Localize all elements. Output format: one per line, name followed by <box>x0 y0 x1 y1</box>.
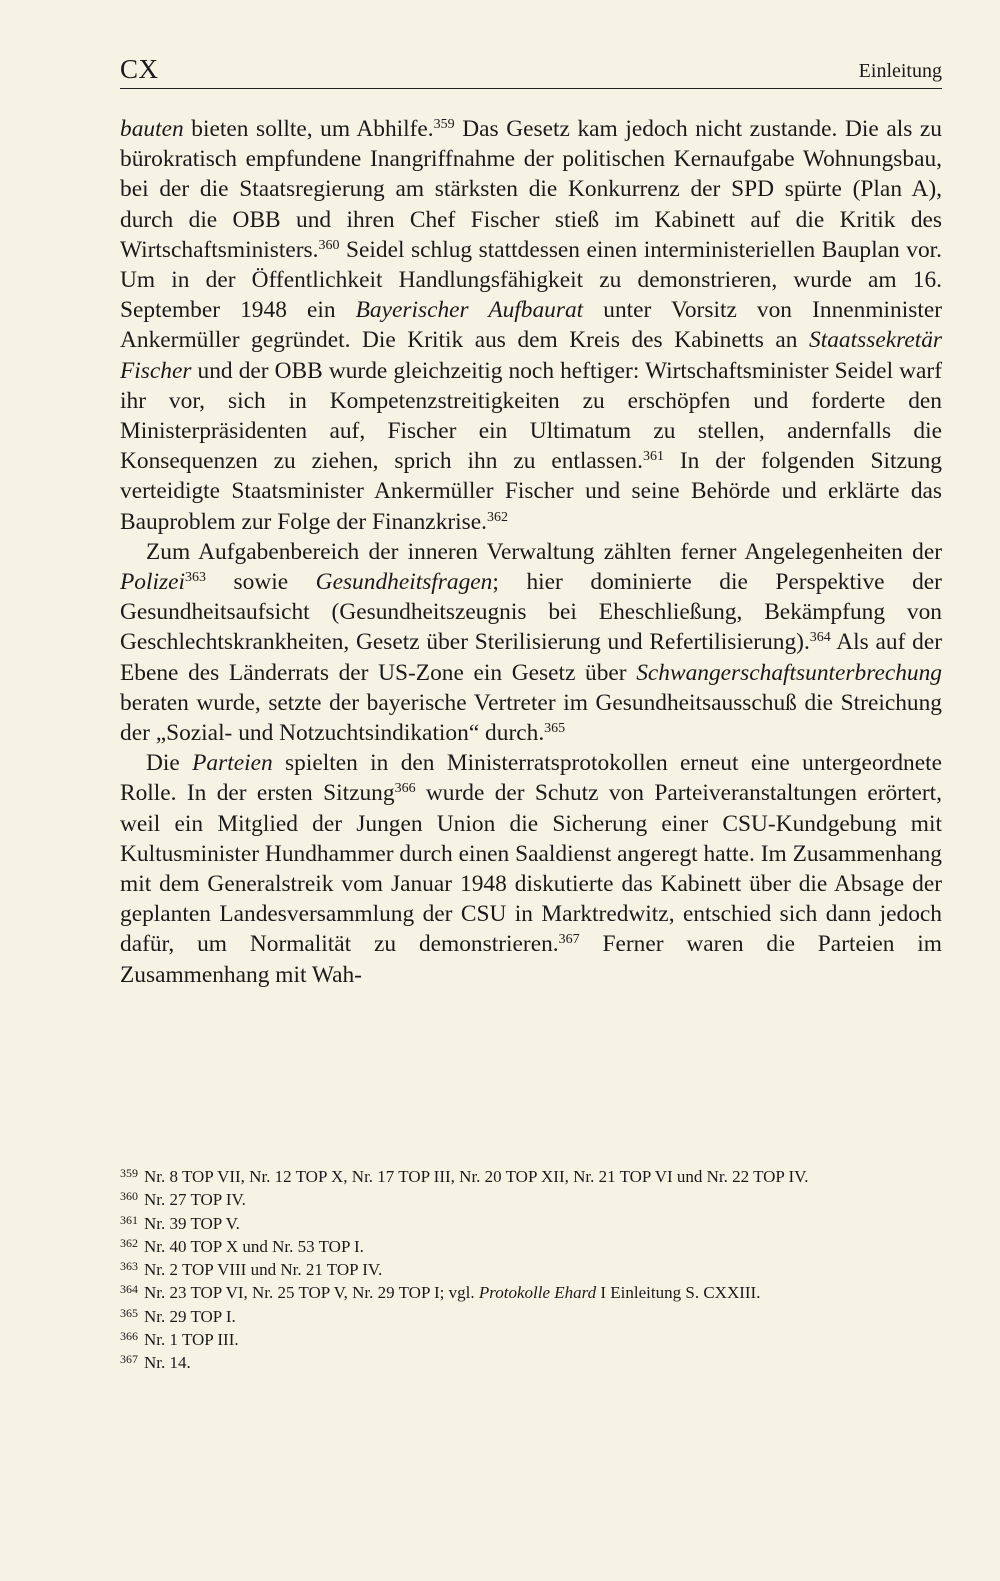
text-run: ; hier dominierte die Perspektive der Gesundheitsaufsicht (Gesundheitszeugnis bei Eheschließung, Bekämpfung von Geschlechtskrankheiten, Gesetz über Sterilisierung und Refertilisierung). <box>120 569 942 656</box>
paragraph <box>120 537 942 748</box>
italic-term: Protokolle Ehard <box>478 1283 597 1303</box>
paragraph <box>120 748 942 990</box>
footnote-number: 366 <box>120 1329 138 1344</box>
footnote <box>120 1281 942 1304</box>
footnotes <box>120 1165 942 1375</box>
footnote-reference: 362 <box>487 509 509 525</box>
text-run: Das Gesetz kam jedoch nicht zustande. Die als zu bürokratisch empfundene Inangriffnahme der politischen Kernaufgabe Wohnungsbau, bei der die Staatsregierung am stärksten die Konkurrenz der SPD spürte (Plan A), durch die OBB und ihren Chef Fischer stieß im Kabinett auf die Kritik des Wirtschaftsministers. <box>120 116 942 263</box>
text-run: Zum Aufgabenbereich der inneren Verwaltung zählten ferner Angelegenheiten der <box>146 538 942 565</box>
page-number: CX <box>120 54 159 84</box>
footnote-number: 359 <box>120 1166 138 1180</box>
paragraph <box>120 114 942 537</box>
footnote-reference: 360 <box>318 237 340 253</box>
text-run: unter Vorsitz von Innenminister Ankermüller gegründet. Die Kritik aus dem Kreis des Kabinetts an <box>120 297 942 354</box>
text-run: Nr. 39 TOP V. <box>144 1213 240 1233</box>
italic-term: Polizei <box>120 569 185 596</box>
footnote-number: 365 <box>120 1305 138 1320</box>
body-text <box>120 114 942 990</box>
text-run: bieten sollte, um Abhilfe. <box>183 116 434 142</box>
footnote-reference: 361 <box>642 449 664 465</box>
text-run: und der OBB wurde gleichzeitig noch heftiger: Wirtschaftsminister Seidel warf ihr vor, sich in Kompetenzstreitigkeiten zu erschöpfen und forderte den Ministerpräsidenten auf, Fischer ein Ultimatum zu stellen, andernfalls die Konsequenzen zu ziehen, sprich ihn zu entlassen. <box>120 357 942 475</box>
footnote-reference: 365 <box>544 721 566 737</box>
text-run: Nr. 1 TOP III. <box>144 1330 239 1350</box>
text-run: Nr. 29 TOP I. <box>144 1306 236 1326</box>
italic-term: Schwangerschaftsunterbrechung <box>636 659 942 686</box>
text-run: In der folgenden Sitzung verteidigte Staatsminister Ankermüller Fischer und seine Behörde und erklärte das Bauproblem zur Folge der Finanzkrise. <box>120 448 942 535</box>
footnote <box>120 1188 942 1211</box>
footnote-reference: 367 <box>558 932 580 948</box>
italic-term: Staatssekretär Fischer <box>120 327 942 384</box>
text-run: Nr. 27 TOP IV. <box>144 1190 246 1210</box>
text-run: Nr. 14. <box>144 1353 191 1373</box>
text-run: Nr. 2 TOP VIII und Nr. 21 TOP IV. <box>144 1260 383 1280</box>
footnote <box>120 1328 942 1351</box>
text-run: Nr. 8 TOP VII, Nr. 12 TOP X, Nr. 17 TOP III, Nr. 20 TOP XII, Nr. 21 TOP VI und Nr. 22 TOP IV. <box>144 1167 809 1186</box>
text-run: Nr. 23 TOP VI, Nr. 25 TOP V, Nr. 29 TOP I; vgl. <box>144 1283 479 1303</box>
text-run: Als auf der Ebene des Länderrats der US-Zone ein Gesetz über <box>120 629 942 686</box>
footnote-reference: 363 <box>184 570 206 586</box>
italic-term: bauten <box>120 116 184 142</box>
footnote-number: 364 <box>120 1282 138 1297</box>
footnote <box>120 1165 942 1188</box>
footnote-number: 360 <box>120 1189 138 1204</box>
footnote <box>120 1258 942 1281</box>
text-run: Die <box>146 750 193 777</box>
text-run: beraten wurde, setzte der bayerische Vertreter im Gesundheitsausschuß die Streichung der „Sozial- und Notzuchtsindikation“ durch. <box>120 689 942 747</box>
text-run: spielten in den Ministerratsprotokollen erneut eine untergeordnete Rolle. In der ersten Sitzung <box>120 750 943 807</box>
footnote-reference: 359 <box>433 117 455 132</box>
footnote <box>120 1212 942 1235</box>
text-run: I Einleitung S. CXXIII. <box>596 1283 761 1303</box>
italic-term: Bayerischer Aufbaurat <box>355 297 584 324</box>
footnote-number: 367 <box>120 1352 138 1367</box>
text-run: Seidel schlug stattdessen einen interministeriellen Bauplan vor. Um in der Öffentlichkeit Handlungsfähigkeit zu demonstrieren, wurde am 16. September 1948 ein <box>120 236 942 324</box>
text-run: wurde der Schutz von Parteiveranstaltungen erörtert, weil ein Mitglied der Jungen Union die Sicherung einer CSU-Kundgebung mit Kultusminister Hundhammer durch einen Saaldienst angeregt hatte. Im Zusammenhang mit dem Generalstreik vom Januar 1948 diskutierte das Kabinett über die Absage der geplanten Landesversammlung der CSU in Marktredwitz, entschied sich dann jedoch dafür, um Normalität zu demonstrieren. <box>120 780 942 958</box>
footnote-number: 362 <box>120 1235 138 1250</box>
text-run: Ferner waren die Parteien im Zusammenhang mit Wah- <box>120 931 942 988</box>
footnote-number: 363 <box>120 1259 138 1274</box>
footnote-reference: 364 <box>809 630 831 646</box>
page-header <box>120 54 942 89</box>
footnote <box>120 1235 942 1258</box>
footnote <box>120 1351 942 1374</box>
footnote-reference: 366 <box>394 781 416 797</box>
italic-term: Gesundheitsfragen <box>315 569 493 596</box>
text-run: Nr. 40 TOP X und Nr. 53 TOP I. <box>144 1236 364 1256</box>
running-head: Einleitung <box>858 60 942 82</box>
italic-term: Parteien <box>192 750 273 777</box>
text-run: sowie <box>205 569 316 596</box>
footnote <box>120 1305 942 1328</box>
footnote-number: 361 <box>120 1212 138 1227</box>
